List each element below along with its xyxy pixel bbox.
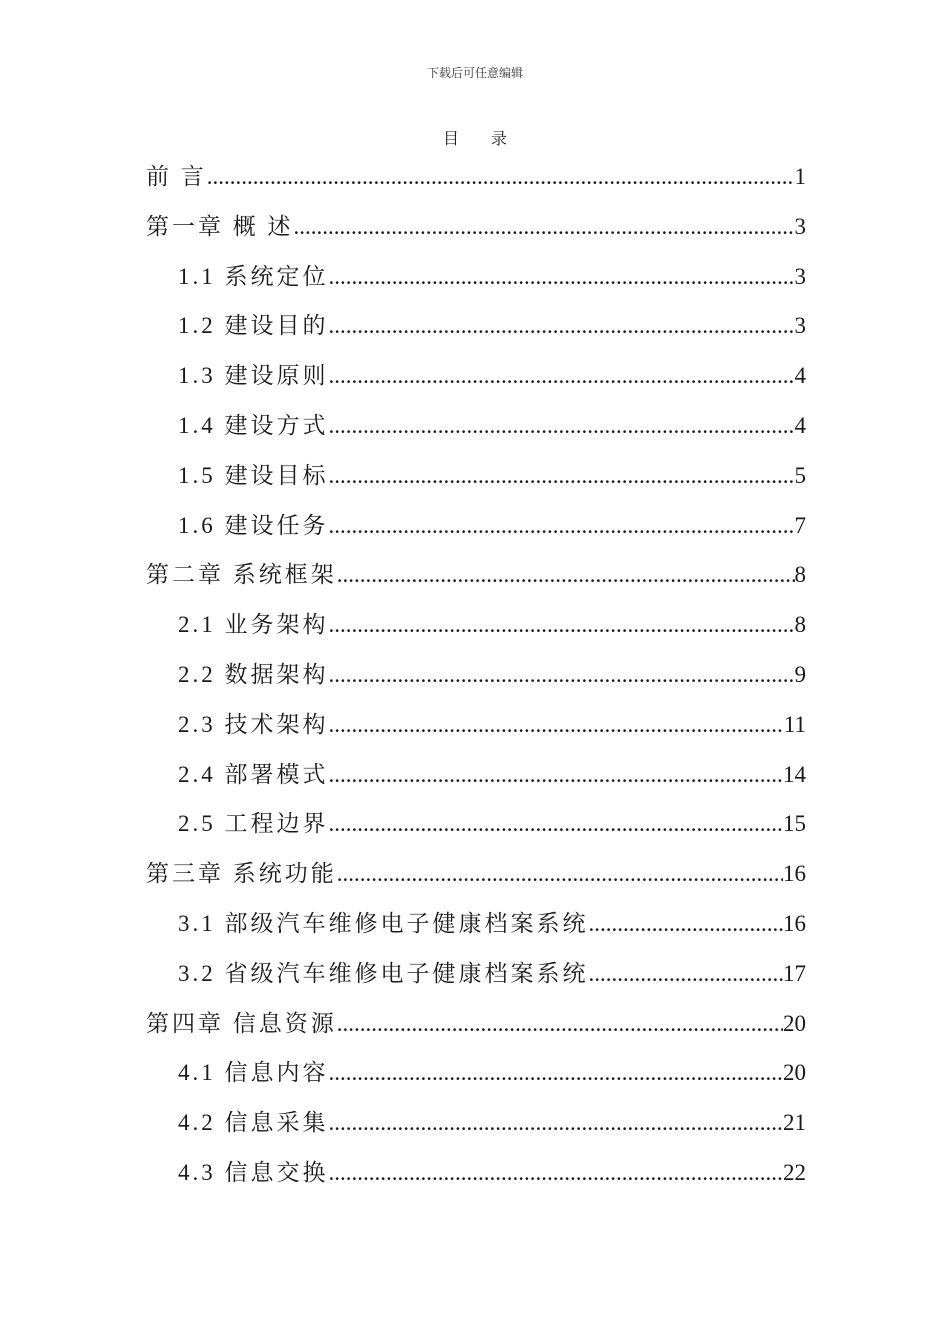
toc-entry-label: 1.3 建设原则 xyxy=(178,363,329,389)
header-note: 下载后可任意编辑 xyxy=(426,66,523,80)
toc-entry-3-1[interactable] xyxy=(146,899,806,949)
toc-page-number: 4 xyxy=(794,363,806,389)
toc-entry-preface[interactable] xyxy=(146,152,806,202)
toc-page-number: 15 xyxy=(783,811,806,837)
toc-entry-label: 2.3 技术架构 xyxy=(178,711,329,737)
toc-entry-chapter-1[interactable] xyxy=(146,202,806,252)
toc-page-number: 20 xyxy=(783,1010,806,1036)
toc-entry-1-1[interactable] xyxy=(146,252,806,302)
dot-leader xyxy=(337,849,783,899)
toc-entry-label: 第二章 系统框架 xyxy=(146,562,337,588)
toc-entry-2-5[interactable] xyxy=(146,799,806,849)
toc-page-number: 3 xyxy=(794,263,806,289)
toc-entry-1-5[interactable] xyxy=(146,451,806,501)
toc-entry-chapter-3[interactable] xyxy=(146,849,806,899)
dot-leader xyxy=(329,1148,784,1198)
toc-entry-3-2[interactable] xyxy=(146,949,806,999)
dot-leader xyxy=(589,899,784,949)
toc-entry-2-1[interactable] xyxy=(146,600,806,650)
dot-leader xyxy=(329,501,795,551)
toc-page-number: 4 xyxy=(794,412,806,438)
toc-entry-label: 1.6 建设任务 xyxy=(178,512,329,538)
dot-leader xyxy=(329,301,795,351)
dot-leader xyxy=(329,650,795,700)
toc-page-number: 5 xyxy=(794,462,806,488)
toc-page-number: 3 xyxy=(794,213,806,239)
toc-entry-label: 1.4 建设方式 xyxy=(178,412,329,438)
toc-page-number: 16 xyxy=(783,861,806,887)
toc-entry-1-4[interactable] xyxy=(146,401,806,451)
toc-entry-label: 2.4 部署模式 xyxy=(178,761,329,787)
dot-leader xyxy=(329,451,795,501)
toc-entry-label: 4.1 信息内容 xyxy=(178,1060,329,1086)
dot-leader xyxy=(329,700,784,750)
toc-page-number: 22 xyxy=(783,1159,806,1185)
toc-title: 目 录 xyxy=(442,131,521,148)
toc-page-number: 21 xyxy=(783,1110,806,1136)
toc-entry-4-3[interactable] xyxy=(146,1148,806,1198)
dot-leader xyxy=(337,999,783,1049)
toc-entry-label: 2.5 工程边界 xyxy=(178,811,329,837)
toc-page-number: 17 xyxy=(783,960,806,986)
toc-entry-label: 第三章 系统功能 xyxy=(146,861,337,887)
toc-entry-1-3[interactable] xyxy=(146,351,806,401)
toc-entry-label: 1.1 系统定位 xyxy=(178,263,329,289)
toc-entry-label: 第一章 概 述 xyxy=(146,213,294,239)
dot-leader xyxy=(589,949,784,999)
toc-entry-label: 1.2 建设目的 xyxy=(178,313,329,339)
dot-leader xyxy=(294,202,795,252)
dot-leader xyxy=(329,600,795,650)
toc-entry-1-2[interactable] xyxy=(146,301,806,351)
dot-leader xyxy=(337,550,795,600)
dot-leader xyxy=(329,1098,784,1148)
toc-entry-4-2[interactable] xyxy=(146,1098,806,1148)
dot-leader xyxy=(329,351,795,401)
toc-page-number: 9 xyxy=(794,661,806,687)
table-of-contents xyxy=(146,152,806,1198)
toc-entry-2-3[interactable] xyxy=(146,700,806,750)
toc-page-number: 3 xyxy=(794,313,806,339)
toc-page-number: 1 xyxy=(794,164,806,189)
toc-page-number: 14 xyxy=(783,761,806,787)
toc-entry-chapter-4[interactable] xyxy=(146,999,806,1049)
toc-entry-label: 2.2 数据架构 xyxy=(178,661,329,687)
toc-entry-label: 3.2 省级汽车维修电子健康档案系统 xyxy=(178,960,589,986)
toc-entry-label: 2.1 业务架构 xyxy=(178,612,329,638)
toc-entry-1-6[interactable] xyxy=(146,501,806,551)
toc-entry-label: 1.5 建设目标 xyxy=(178,462,329,488)
toc-entry-label: 4.3 信息交换 xyxy=(178,1159,329,1185)
dot-leader xyxy=(207,152,795,202)
dot-leader xyxy=(329,750,784,800)
toc-entry-chapter-2[interactable] xyxy=(146,550,806,600)
toc-entry-label: 4.2 信息采集 xyxy=(178,1110,329,1136)
dot-leader xyxy=(329,252,795,302)
toc-page-number: 8 xyxy=(794,562,806,588)
toc-entry-4-1[interactable] xyxy=(146,1048,806,1098)
toc-page-number: 8 xyxy=(794,612,806,638)
toc-entry-2-4[interactable] xyxy=(146,750,806,800)
toc-page-number: 7 xyxy=(794,512,806,538)
toc-page-number: 20 xyxy=(783,1060,806,1086)
toc-page-number: 11 xyxy=(783,711,806,737)
toc-entry-label: 3.1 部级汽车维修电子健康档案系统 xyxy=(178,910,589,936)
dot-leader xyxy=(329,401,795,451)
dot-leader xyxy=(329,799,784,849)
toc-entry-label: 第四章 信息资源 xyxy=(146,1010,337,1036)
toc-entry-label: 前 言 xyxy=(146,164,207,189)
dot-leader xyxy=(329,1048,784,1098)
toc-page-number: 16 xyxy=(783,910,806,936)
toc-entry-2-2[interactable] xyxy=(146,650,806,700)
